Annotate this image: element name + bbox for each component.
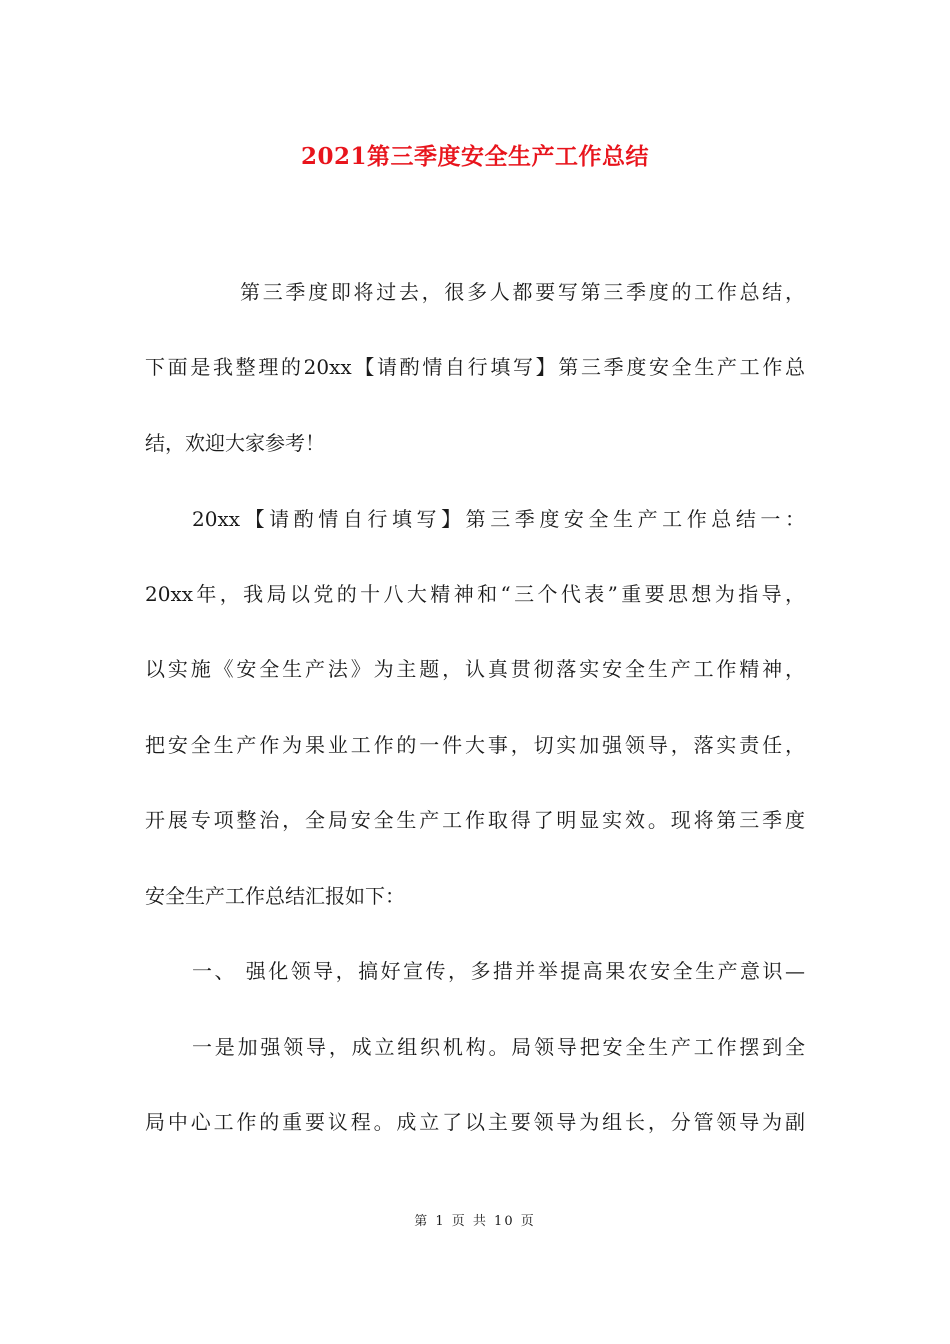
paragraph-line: 把安全生产作为果业工作的一件大事，切实加强领导，落实责任， xyxy=(145,733,805,757)
paragraph-line: 20xx【请酌情自行填写】第三季度安全生产工作总结一： xyxy=(192,507,805,531)
section-heading-line: 一、 强化领导，搞好宣传，多措并举提高果农安全生产意识— xyxy=(192,959,805,983)
paragraph-line: 开展专项整治，全局安全生产工作取得了明显实效。现将第三季度 xyxy=(145,808,805,832)
document-title: 2021第三季度安全生产工作总结 xyxy=(300,143,649,170)
paragraph-line: 第三季度即将过去，很多人都要写第三季度的工作总结， xyxy=(240,280,805,304)
paragraph-line: 20xx年，我局以党的十八大精神和“三个代表”重要思想为指导， xyxy=(145,582,805,606)
paragraph-line: 一是加强领导，成立组织机构。局领导把安全生产工作摆到全 xyxy=(192,1035,805,1059)
paragraph-line: 局中心工作的重要议程。成立了以主要领导为组长，分管领导为副 xyxy=(145,1110,805,1134)
paragraph-line: 以实施《安全生产法》为主题，认真贯彻落实安全生产工作精神， xyxy=(145,657,805,681)
paragraph-line: 安全生产工作总结汇报如下： xyxy=(145,884,405,908)
page-number-footer: 第 1 页 共 10 页 xyxy=(414,1214,536,1229)
paragraph-line: 结，欢迎大家参考！ xyxy=(145,431,325,455)
paragraph-line: 下面是我整理的20xx【请酌情自行填写】第三季度安全生产工作总 xyxy=(145,355,805,379)
